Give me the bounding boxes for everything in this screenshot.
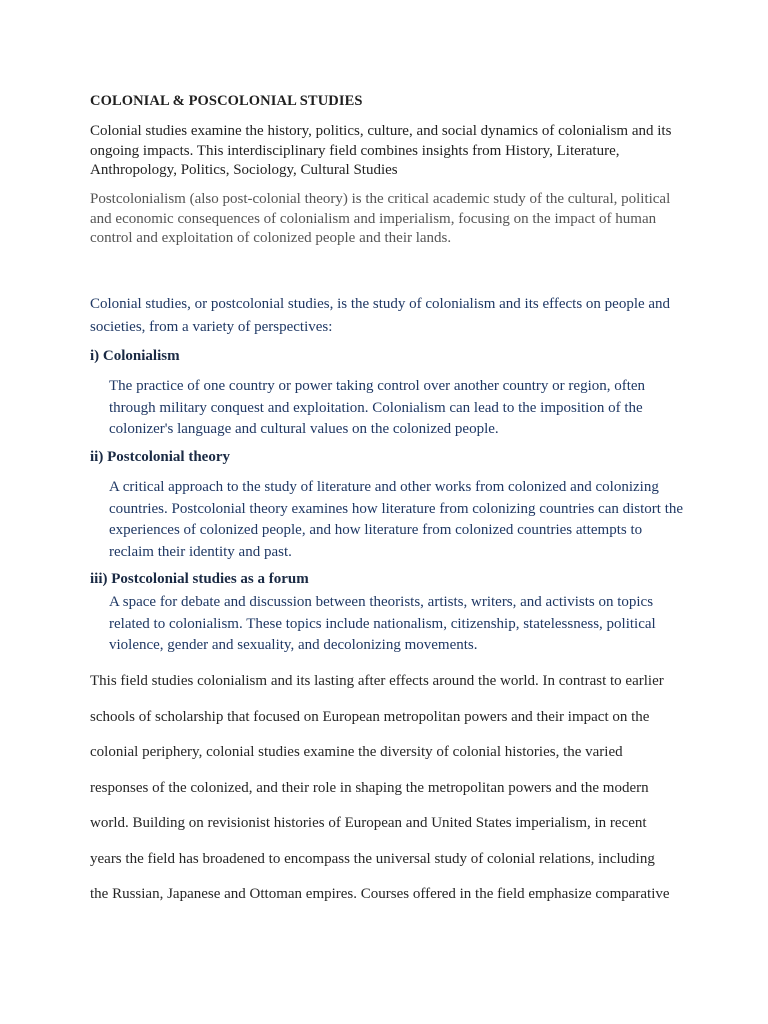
body-line: the Russian, Japanese and Ottoman empires. Courses offered in the field emphasize comparative [90,886,670,902]
body-line: years the field has broadened to encompass the universal study of colonial relations, including [90,850,655,867]
section-text-forum: A space for debate and discussion between theorists, artists, writers, and activists on topics related to colonialism. These topics include nationalism, citizenship, statelessness, political violence, gender and sexuality, and decolonizing movements. [109,594,656,653]
section-text-postcolonial-theory: A critical approach to the study of literature and other works from colonized and colonizing countries. Postcolonial theory examines how literature from colonizing countries can distort the experiences of colonized people, and how literature from colonized countries attempts to reclaim their identity and past. [109,479,684,560]
postcolonialism-paragraph: Postcolonialism (also post-colonial theory) is the critical academic study of the cultural, political and economic consequences of colonialism and imperialism, focusing on the impact of human control and exploitation of colonized people and their lands. [90,191,671,246]
body-line: schools of scholarship that focused on European metropolitan powers and their impact on the [90,708,650,725]
section-text-colonialism: The practice of one country or power taking control over another country or region, often through military conquest and exploitation. Colonialism can lead to the imposition of the colonizer's language and cultural values on the colonized people. [109,378,646,437]
section-heading-postcolonial-theory: ii) Postcolonial theory [90,449,230,465]
lead-paragraph: Colonial studies, or postcolonial studies, is the study of colonialism and its effects on people and societies, from a variety of perspectives: [90,296,671,335]
body-line: This field studies colonialism and its lasting after effects around the world. In contrast to earlier [90,673,664,689]
intro-paragraph: Colonial studies examine the history, politics, culture, and social dynamics of colonialism and its ongoing impacts. This interdisciplinary field combines insights from History, Literature, Anthropology, Politics, Sociology, Cultural Studies [90,123,672,178]
section-heading-forum: iii) Postcolonial studies as a forum [90,571,309,587]
body-line: responses of the colonized, and their role in shaping the metropolitan powers and the modern [90,779,649,796]
body-line: world. Building on revisionist histories of European and United States imperialism, in recent [90,815,647,831]
document-title: COLONIAL & POSCOLONIAL STUDIES [90,93,363,109]
body-line: colonial periphery, colonial studies examine the diversity of colonial histories, the varied [90,744,623,760]
section-heading-colonialism: i) Colonialism [90,348,180,364]
